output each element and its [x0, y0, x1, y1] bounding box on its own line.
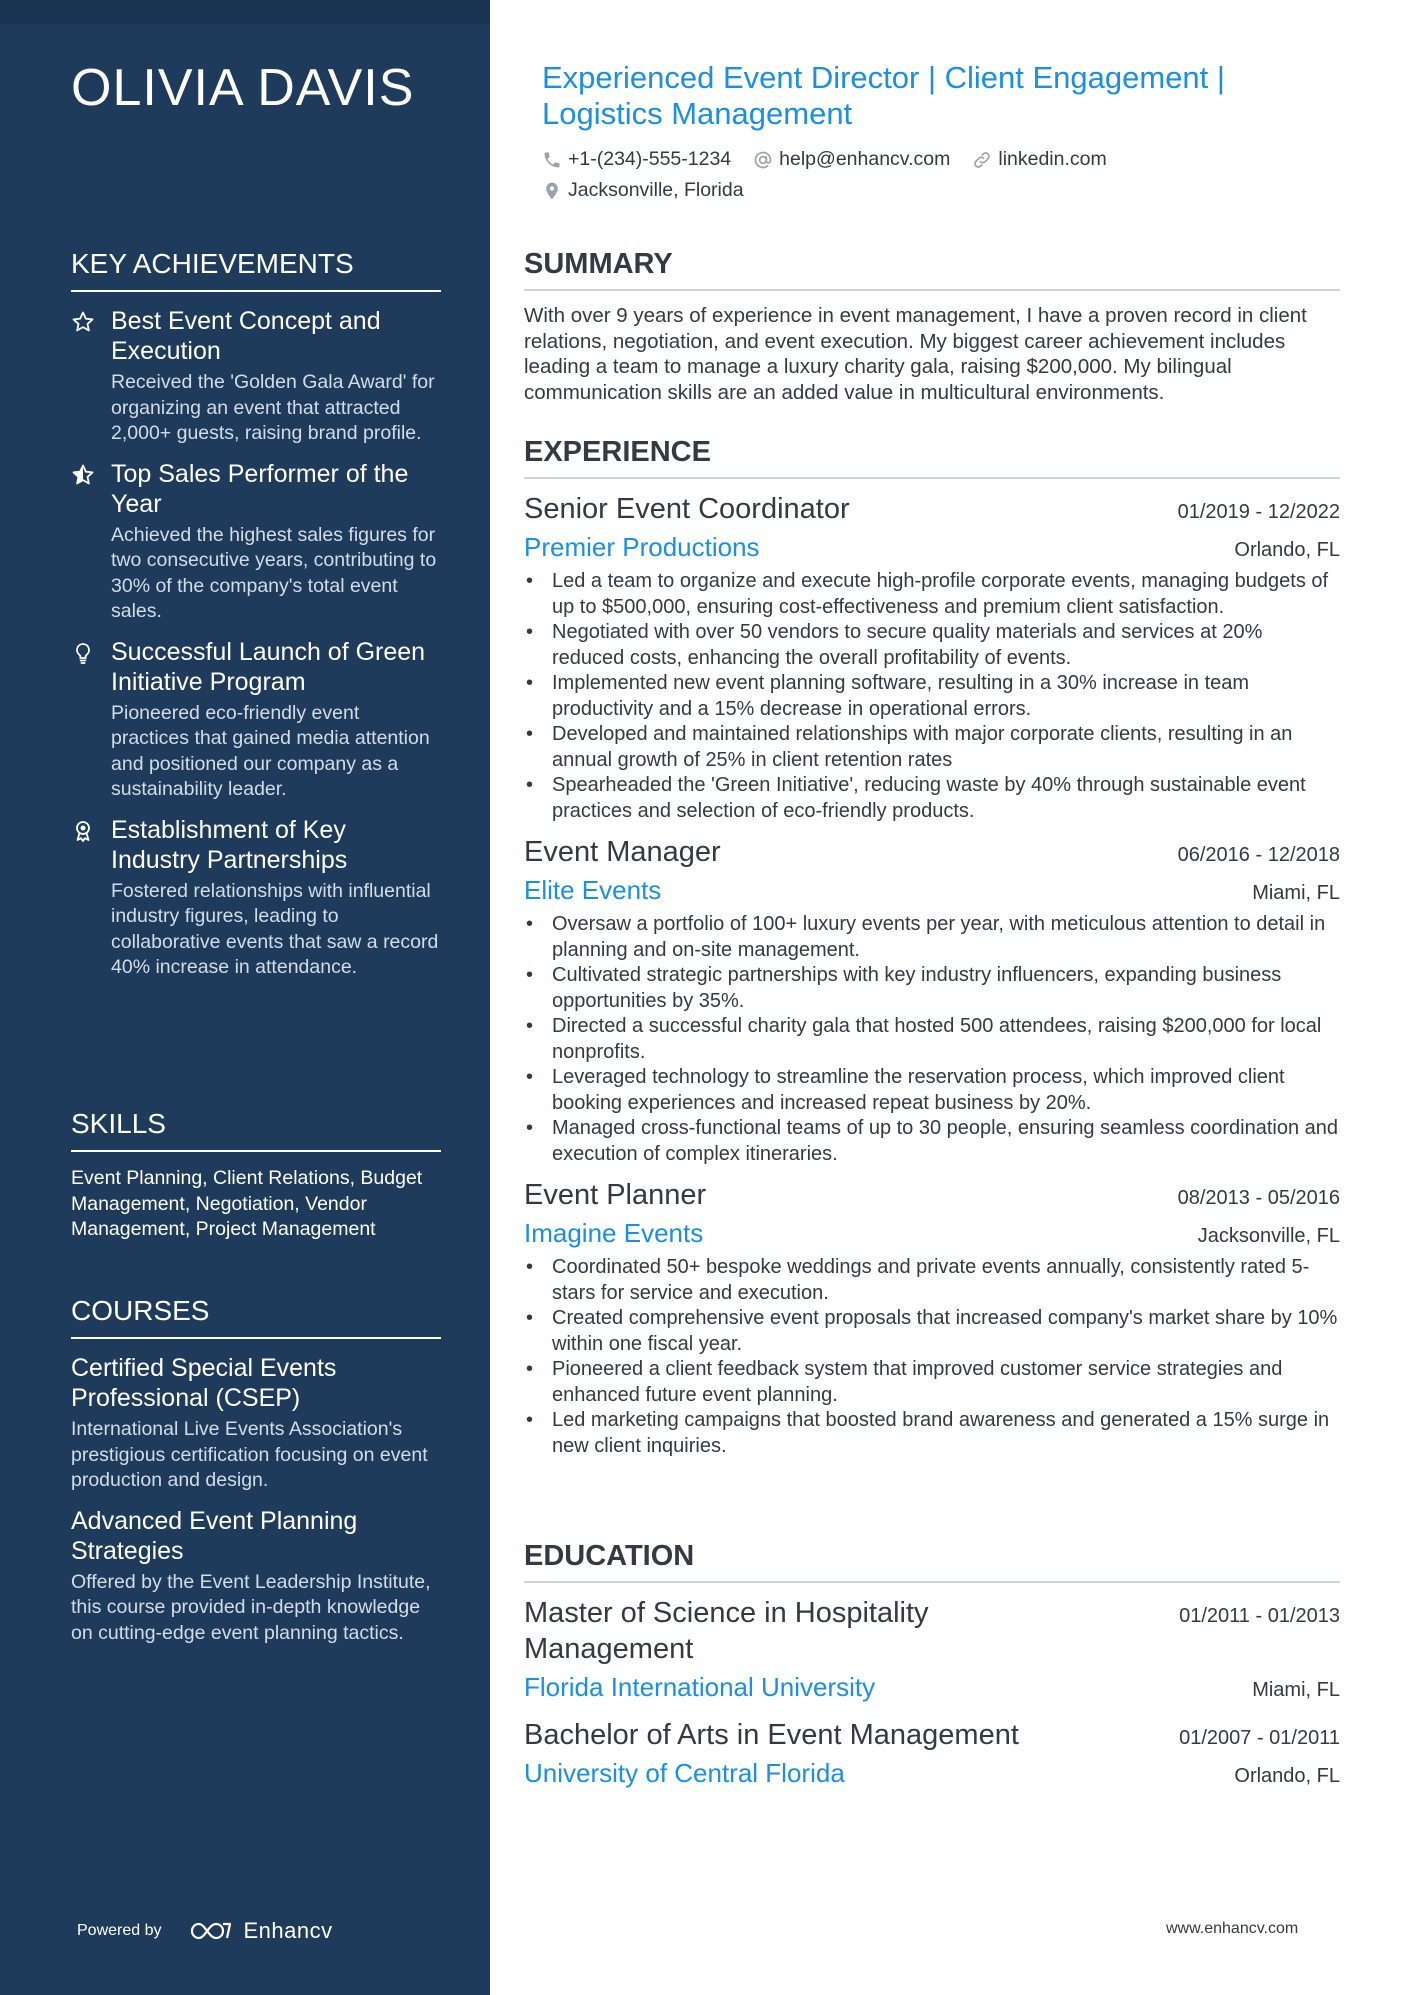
education-entry — [524, 1717, 1340, 1789]
achievements-section — [71, 248, 441, 993]
school-name: University of Central Florida — [524, 1758, 845, 1788]
enhancv-logo-icon — [188, 1919, 234, 1943]
summary-heading: SUMMARY — [524, 248, 1340, 291]
link-icon — [972, 150, 992, 170]
skills-list: Event Planning, Client Relations, Budget Management, Negotiation, Vendor Management, Project Management — [71, 1167, 423, 1240]
experience-heading: EXPERIENCE — [524, 436, 1340, 479]
award-ribbon-icon — [71, 815, 111, 981]
degree-dates: 01/2007 - 01/2011 — [1179, 1727, 1340, 1749]
job-title: Event Manager — [524, 836, 721, 868]
education-section — [524, 1540, 1340, 1803]
education-entry — [524, 1595, 1340, 1703]
achievement-title: Best Event Concept and Execution — [111, 307, 381, 365]
achievement-title: Successful Launch of Green Initiative Program — [111, 637, 426, 696]
job-entry — [524, 1177, 1340, 1459]
job-company: Elite Events — [524, 875, 662, 905]
job-bullet: • Negotiated with over 50 vendors to secure quality materials and services at 20% reduced costs, enhancing the overall profitability of events. — [524, 620, 1340, 671]
school-location: Miami, FL — [1252, 1679, 1340, 1701]
footer-url[interactable]: www.enhancv.com — [1166, 1920, 1299, 1937]
course-title: Advanced Event Planning Strategies — [71, 1506, 358, 1565]
job-dates: 01/2019 - 12/2022 — [1177, 501, 1340, 523]
phone-text: +1-(234)-555-1234 — [568, 148, 732, 170]
job-bullet: • Led marketing campaigns that boosted brand awareness and generated a 15% surge in new client inquiries. — [524, 1408, 1340, 1459]
job-entry — [524, 834, 1340, 1167]
contact-linkedin[interactable] — [972, 148, 1106, 171]
headline: Experienced Event Director | Client Engagement | Logistics Management — [542, 60, 1225, 131]
enhancv-logo[interactable] — [188, 1918, 333, 1944]
job-bullet: • Leveraged technology to streamline the reservation process, which improved client booking experiences and increased repeat business by 20%. — [524, 1065, 1340, 1116]
achievement-desc: Received the 'Golden Gala Award' for organizing an event that attracted 2,000+ guests, raising brand profile. — [111, 371, 435, 444]
location-pin-icon — [542, 181, 562, 201]
achievement-desc: Fostered relationships with influential industry figures, leading to collaborative events that saw a record 40% increase in attendance. — [111, 879, 439, 978]
brand-name: Enhancv — [243, 1918, 333, 1943]
job-bullet: • Developed and maintained relationships with major corporate clients, resulting in an annual growth of 25% in client retention rates — [524, 722, 1340, 773]
job-company: Imagine Events — [524, 1218, 704, 1248]
school-location: Orlando, FL — [1234, 1765, 1340, 1787]
course-item — [71, 1353, 441, 1494]
achievement-item — [71, 306, 441, 447]
achievement-desc: Achieved the highest sales figures for two consecutive years, contributing to 30% of the company's total event sales. — [111, 523, 437, 622]
star-outline-icon — [71, 306, 111, 447]
job-bullet: • Implemented new event planning software, resulting in a 30% increase in team productivity and a 15% decrease in operational errors. — [524, 671, 1340, 722]
sidebar-top-strip — [0, 0, 490, 24]
course-title: Certified Special Events Professional (CSEP) — [71, 1354, 337, 1412]
school-name: Florida International University — [524, 1672, 876, 1702]
job-dates: 06/2016 - 12/2018 — [1177, 844, 1340, 866]
job-company: Premier Productions — [524, 532, 760, 562]
email-text: help@enhancv.com — [779, 148, 951, 170]
powered-by-label: Powered by — [77, 1922, 162, 1939]
skills-heading: SKILLS — [71, 1108, 441, 1152]
job-bullet: • Directed a successful charity gala that hosted 500 attendees, raising $200,000 for local nonprofits. — [524, 1014, 1340, 1065]
degree-title: Bachelor of Arts in Event Management — [524, 1719, 1019, 1751]
job-location: Jacksonville, FL — [1197, 1225, 1340, 1247]
experience-section — [524, 436, 1340, 1469]
linkedin-text: linkedin.com — [998, 148, 1107, 170]
achievement-item — [71, 459, 441, 625]
job-dates: 08/2013 - 05/2016 — [1177, 1187, 1340, 1209]
course-desc: Offered by the Event Leadership Institute, this course provided in-depth knowledge on cutting-edge event planning tactics. — [71, 1570, 431, 1644]
contact-location — [542, 179, 744, 202]
job-entry — [524, 491, 1340, 824]
achievements-heading: KEY ACHIEVEMENTS — [71, 248, 441, 292]
job-location: Orlando, FL — [1234, 539, 1340, 561]
summary-section — [524, 248, 1340, 405]
star-half-icon — [71, 459, 111, 625]
job-bullet: • Created comprehensive event proposals that increased company's market share by 10% within one fiscal year. — [524, 1306, 1340, 1357]
job-title: Event Planner — [524, 1179, 707, 1211]
course-desc: International Live Events Association's prestigious certification focusing on event production and design. — [71, 1418, 428, 1491]
skills-section — [71, 1108, 441, 1243]
location-text: Jacksonville, Florida — [568, 179, 744, 201]
job-bullet: • Spearheaded the 'Green Initiative', reducing waste by 40% through sustainable event practices and selection of eco-friendly products. — [524, 773, 1340, 824]
job-bullet: • Oversaw a portfolio of 100+ luxury events per year, with meticulous attention to detail in planning and on-site management. — [524, 912, 1340, 963]
job-bullet: • Led a team to organize and execute high-profile corporate events, managing budgets of up to $500,000, ensuring cost-effectiveness and premium client satisfaction. — [524, 569, 1340, 620]
powered-by — [77, 1918, 333, 1944]
course-item — [71, 1506, 441, 1647]
job-bullet: • Managed cross-functional teams of up to 30 people, ensuring seamless coordination and execution of complex itineraries. — [524, 1116, 1340, 1167]
lightbulb-icon — [71, 637, 111, 803]
achievement-item — [71, 637, 441, 803]
degree-dates: 01/2011 - 01/2013 — [1179, 1605, 1340, 1627]
at-icon — [753, 150, 773, 170]
job-title: Senior Event Coordinator — [524, 493, 850, 525]
courses-heading: COURSES — [71, 1295, 441, 1339]
job-bullets — [524, 569, 1340, 824]
summary-text: With over 9 years of experience in event management, I have a proven record in client relations, negotiation, and event execution. My biggest career achievement includes leading a team to manage a luxury charity gala, raising $200,000. My bilingual communication skills are an added value in multicultural environments. — [524, 304, 1307, 404]
job-bullets — [524, 1255, 1340, 1459]
courses-section — [71, 1295, 441, 1658]
candidate-name: OLIVIA DAVIS — [71, 59, 415, 117]
job-location: Miami, FL — [1252, 882, 1340, 904]
degree-title: Master of Science in Hospitality Management — [524, 1597, 929, 1665]
phone-icon — [542, 150, 562, 170]
job-bullets — [524, 912, 1340, 1167]
contact-phone[interactable] — [542, 148, 731, 171]
job-bullet: • Coordinated 50+ bespoke weddings and private events annually, consistently rated 5-stars for service and execution. — [524, 1255, 1340, 1306]
job-bullet: • Cultivated strategic partnerships with key industry influencers, expanding business opportunities by 35%. — [524, 963, 1340, 1014]
achievement-title: Top Sales Performer of the Year — [111, 459, 409, 518]
contact-email[interactable] — [753, 148, 950, 171]
contact-info — [542, 148, 1322, 210]
achievement-desc: Pioneered eco-friendly event practices that gained media attention and positioned our company as a sustainability leader. — [111, 701, 430, 800]
achievement-item — [71, 815, 441, 981]
education-heading: EDUCATION — [524, 1540, 1340, 1583]
achievement-title: Establishment of Key Industry Partnerships — [111, 815, 348, 874]
job-bullet: • Pioneered a client feedback system that improved customer service strategies and enhanced future event planning. — [524, 1357, 1340, 1408]
